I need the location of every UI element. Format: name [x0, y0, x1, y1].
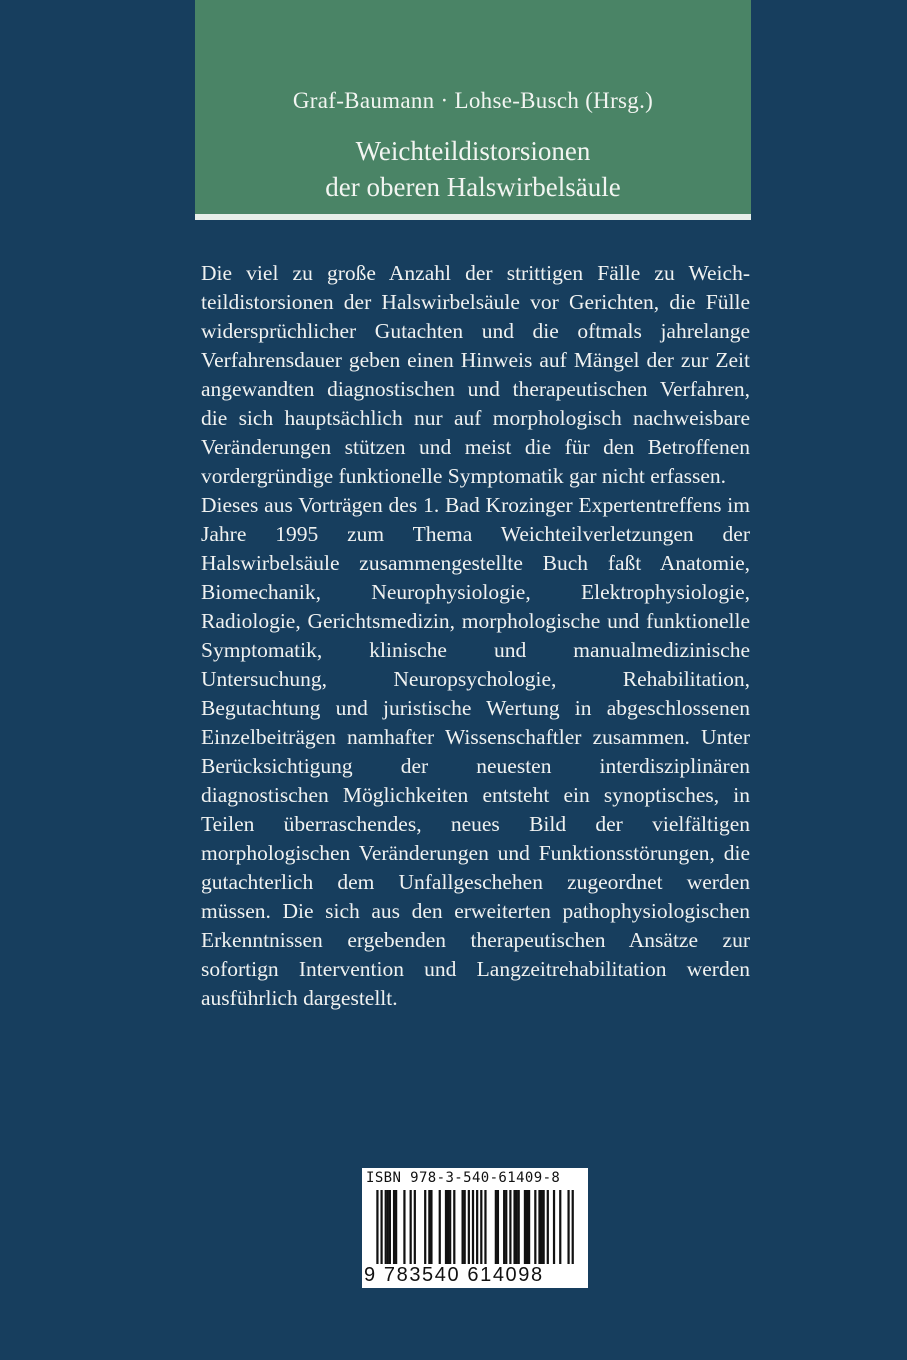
barcode-bar: [534, 1190, 536, 1268]
barcode-bar: [476, 1190, 478, 1268]
barcode-bar: [513, 1190, 515, 1268]
book-title-line-2: der oberen Halswirbelsäule: [325, 172, 621, 202]
barcode-bar: [387, 1190, 389, 1268]
barcode-bar: [509, 1190, 511, 1268]
barcode-bar: [472, 1190, 474, 1268]
barcode-bar: [380, 1190, 382, 1268]
barcode-bar: [445, 1190, 447, 1268]
barcode-bar: [497, 1190, 499, 1268]
barcode-bar: [461, 1190, 463, 1268]
barcode-bar: [453, 1190, 455, 1268]
barcode-bar: [424, 1190, 426, 1268]
barcode-bar: [538, 1190, 540, 1268]
barcode-bar: [385, 1190, 387, 1268]
barcode-bar: [516, 1190, 518, 1268]
barcode-bar: [468, 1190, 470, 1268]
barcode-bar: [403, 1190, 405, 1268]
barcode-bar: [410, 1190, 412, 1268]
barcode-bar: [503, 1190, 505, 1268]
blurb-paragraph-2: Dieses aus Vorträgen des 1. Bad Krozinger Expertentreffens im Jahre 1995 zum Thema Weichteilverletzungen der Halswirbelsäule zusammengestellte Buch faßt Anatomie, Biomechanik, Neurophysiologie, Elektrophysiologie, Radiologie, Gerichtsmedizin, morphologische und funktionelle Symptomatik, klinische und manualmedizinische Untersuchung, Neuropsychologie, Rehabilitation, Begutachtung und juristische Wertung in abgeschlossenen Einzelbeiträgen namhafter Wissenschaftler zusammen. Unter Berücksichtigung der neuesten interdisziplinären diagnostischen Möglichkeiten entsteht ein synoptisches, in Teilen überraschendes, neues Bild der vielfältigen morphologischen Veränderungen und Funktionsstörungen, die gutachterlich dem Unfallgeschehen zugeordnet werden müssen. Die sich aus den erweiterten pathophysiologischen Erkenntnissen ergebenden therapeutischen Ansätze zur sofortign Intervention und Langzeitrehabilitation werden ausführlich dargestellt.: [201, 493, 750, 1010]
book-title-line-1: Weichteildistorsionen: [355, 136, 591, 166]
barcode-bar: [447, 1190, 449, 1268]
barcode-bar: [572, 1190, 574, 1268]
barcode-bar: [393, 1190, 395, 1268]
barcode-bar: [505, 1190, 507, 1268]
book-title: [195, 133, 751, 205]
barcode-bar: [414, 1190, 416, 1268]
barcode-bar: [518, 1190, 520, 1268]
barcode-bar: [526, 1190, 528, 1268]
barcode-bar: [480, 1190, 482, 1268]
barcode-bar: [439, 1190, 441, 1268]
barcode-bar: [376, 1190, 378, 1268]
back-cover-blurb: [201, 259, 750, 1013]
barcode-bar: [428, 1190, 430, 1268]
barcode-bar: [430, 1190, 432, 1268]
barcode-bar: [540, 1190, 542, 1268]
ean-digits: 9 783540 614098: [364, 1264, 586, 1287]
barcode-bar: [464, 1190, 466, 1268]
barcode-bar: [559, 1190, 561, 1268]
barcode-bar: [395, 1190, 397, 1268]
cover-header-panel: [195, 0, 751, 214]
barcode-bar: [567, 1190, 569, 1268]
barcode-bar: [553, 1190, 555, 1268]
barcode-bar: [547, 1190, 549, 1268]
isbn-label: ISBN 978-3-540-61409-8: [366, 1170, 561, 1186]
barcode-bar: [484, 1190, 486, 1268]
barcode-bar: [449, 1190, 451, 1268]
editors-line: Graf-Baumann · Lohse-Busch (Hrsg.): [292, 88, 654, 113]
blurb-paragraph-1: Die viel zu große Anzahl der strittigen Fälle zu Weichteildistorsionen der Halswirbelsäule vor Gerichten, die Fülle widersprüchlicher Gutachten und die oftmals jahrelange Verfahrensdauer geben einen Hinweis auf Mängel der zur Zeit angewandten diagnostischen und therapeutischen Verfahren, die sich hauptsächlich nur auf morphologisch nachweisbare Veränderungen stützen und meist die für den Betroffenen vordergründige funktionelle Symptomatik gar nicht erfassen.: [201, 261, 750, 488]
barcode-bar: [389, 1190, 391, 1268]
barcode-bars: [368, 1190, 582, 1268]
header-divider: [195, 214, 751, 220]
isbn-barcode: [362, 1168, 588, 1288]
barcode-bar: [495, 1190, 497, 1268]
barcode-bar: [543, 1190, 545, 1268]
barcode-bar: [528, 1190, 530, 1268]
barcode-bar: [524, 1190, 526, 1268]
